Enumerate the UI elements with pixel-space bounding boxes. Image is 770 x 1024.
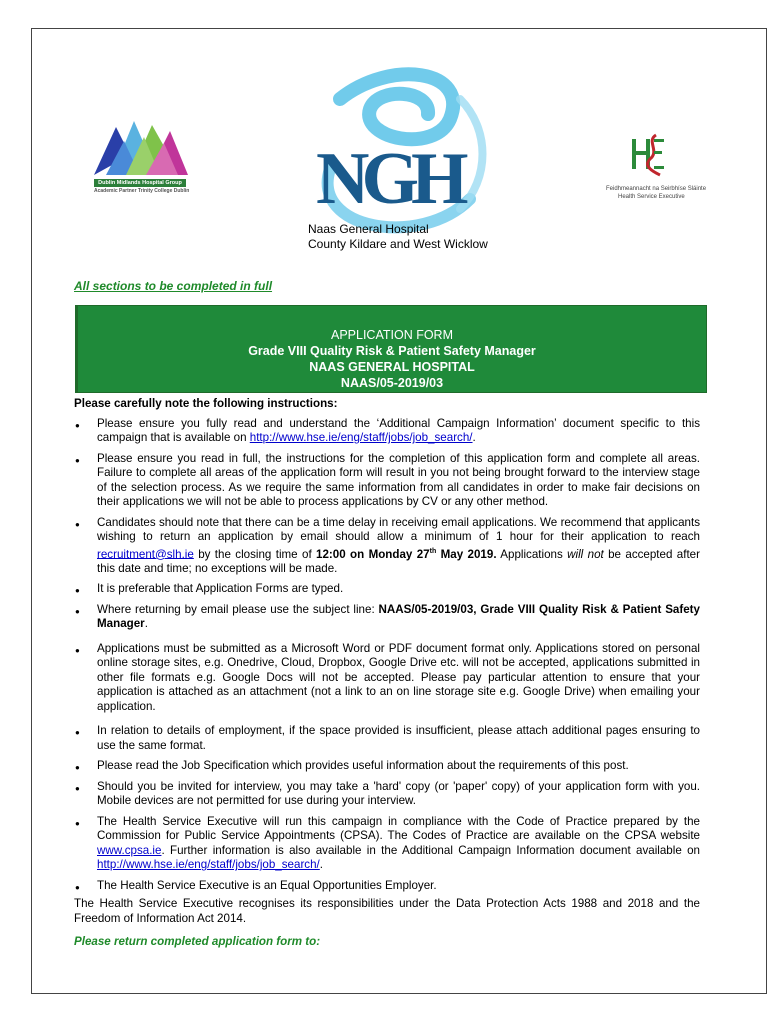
bullet-icon: ● bbox=[75, 763, 80, 773]
bullet-icon: ● bbox=[75, 420, 80, 430]
dublin-midlands-logo: Dublin Midlands Hospital Group Academic Partner Trinity College Dublin bbox=[90, 117, 190, 207]
instructions-heading: Please carefully note the following instructions: bbox=[74, 397, 338, 410]
list-item: ● The Health Service Executive will run this campaign in compliance with the Code of Practice prepared by the Commission for Public Service Appointments (CPSA). The Codes of Practice are available on the CPSA website www.cpsa.ie. Further information is also available in the Additional Campaign Information document available on http://www.hse.ie/eng/staff/jobs/job_search/. bbox=[75, 814, 700, 872]
return-instruction: Please return completed application form to: bbox=[74, 935, 321, 949]
bullet-icon: ● bbox=[75, 455, 80, 465]
instructions-list bbox=[74, 417, 700, 894]
banner-reference: NAAS/05-2019/03 bbox=[340, 376, 444, 390]
list-item: ● Please ensure you fully read and understand the ‘Additional Campaign Information’ document specific to this campaign that is available on http://www.hse.ie/eng/staff/jobs/job_search/. bbox=[75, 416, 700, 444]
bullet-icon: ● bbox=[75, 882, 80, 892]
list-item: ● Should you be invited for interview, you may take a 'hard' copy (or 'paper' copy) of your application form with you. Mobile devices are not permitted for use during your interview. bbox=[75, 779, 700, 808]
ngh-logo: NGH bbox=[300, 59, 500, 249]
job-search-link[interactable]: http://www.hse.ie/eng/staff/jobs/job_search/ bbox=[249, 431, 473, 444]
logo-banner: Dublin Midlands Hospital Group bbox=[94, 179, 186, 187]
bullet-icon: ● bbox=[75, 645, 80, 655]
bullet-icon: ● bbox=[75, 783, 80, 793]
recruitment-email-link[interactable]: recruitment@slh.ie bbox=[97, 547, 194, 561]
instructions-section bbox=[74, 397, 700, 950]
list-item: ● Where returning by email please use the subject line: NAAS/05-2019/03, Grade VIII Quality Risk & Patient Safety Manager. bbox=[75, 602, 700, 631]
bullet-icon: ● bbox=[75, 519, 80, 529]
bullet-icon: ● bbox=[75, 728, 80, 738]
bullet-icon: ● bbox=[75, 606, 80, 616]
application-form-banner bbox=[75, 305, 707, 393]
document-page bbox=[31, 28, 767, 994]
all-sections-notice: All sections to be completed in full bbox=[74, 279, 273, 293]
list-item: ● Please ensure you read in full, the instructions for the completion of this application form and complete all areas. Failure to complete all areas of the application form will result in you not being brought forward to the interview stage of the selection process. As we require the same information from all candidates in order to make fair decisions on their applications we will not be able to process applications by CV or any other method. bbox=[75, 451, 700, 508]
data-protection-note: The Health Service Executive recognises its responsibilities under the Data Protection Acts 1988 and 2018 and the Freedom of Information Act 2014. bbox=[74, 897, 700, 925]
hse-logo: Feidhmeannacht na Seirbhíse Sláinte Health Service Executive bbox=[604, 129, 714, 209]
bullet-icon: ● bbox=[75, 586, 80, 596]
list-item: ● The Health Service Executive is an Equal Opportunities Employer. bbox=[74, 879, 700, 894]
banner-position: Grade VIII Quality Risk & Patient Safety Manager bbox=[248, 344, 536, 358]
banner-hospital: NAAS GENERAL HOSPITAL bbox=[309, 360, 475, 374]
hospital-address: Naas General Hospital County Kildare and West Wicklow bbox=[308, 222, 488, 251]
banner-title: APPLICATION FORM bbox=[330, 328, 453, 342]
list-item: ● It is preferable that Application Forms are typed. bbox=[74, 582, 700, 597]
list-item: ● In relation to details of employment, if the space provided is insufficient, please attach additional pages ensuring to use the same format. bbox=[75, 724, 700, 752]
job-search-link[interactable]: http://www.hse.ie/eng/staff/jobs/job_search/ bbox=[97, 858, 320, 872]
bullet-icon: ● bbox=[75, 818, 80, 828]
list-item: ● Applications must be submitted as a Microsoft Word or PDF document format only. Applications stored on personal online storage sites, e.g. Onedrive, Cloud, Dropbox, Google Drive etc. will not be accepted, applications submitted in other file formats e.g. Google Docs will not be accepted. Please pay particular attention to ensure that your application is attached as an attachment (not a link to an on line storage site e.g. Google Drive) when emailing your application. bbox=[75, 641, 700, 713]
hse-mark-icon bbox=[626, 129, 666, 181]
list-item: ● Please read the Job Specification which provides useful information about the requirements of this post. bbox=[74, 759, 700, 774]
mountains-icon bbox=[90, 117, 190, 179]
cpsa-link[interactable]: www.cpsa.ie bbox=[97, 843, 162, 857]
list-item: ● Candidates should note that there can be a time delay in receiving email applications. We recommend that applicants wishing to return an application by email should allow a minimum of 1 hour for their application to reach recruitment@slh.ie by the closing time of 12:00 on Monday 27th May 2019. Applications will not be accepted after this date and time; no exceptions will be made. bbox=[75, 515, 700, 575]
